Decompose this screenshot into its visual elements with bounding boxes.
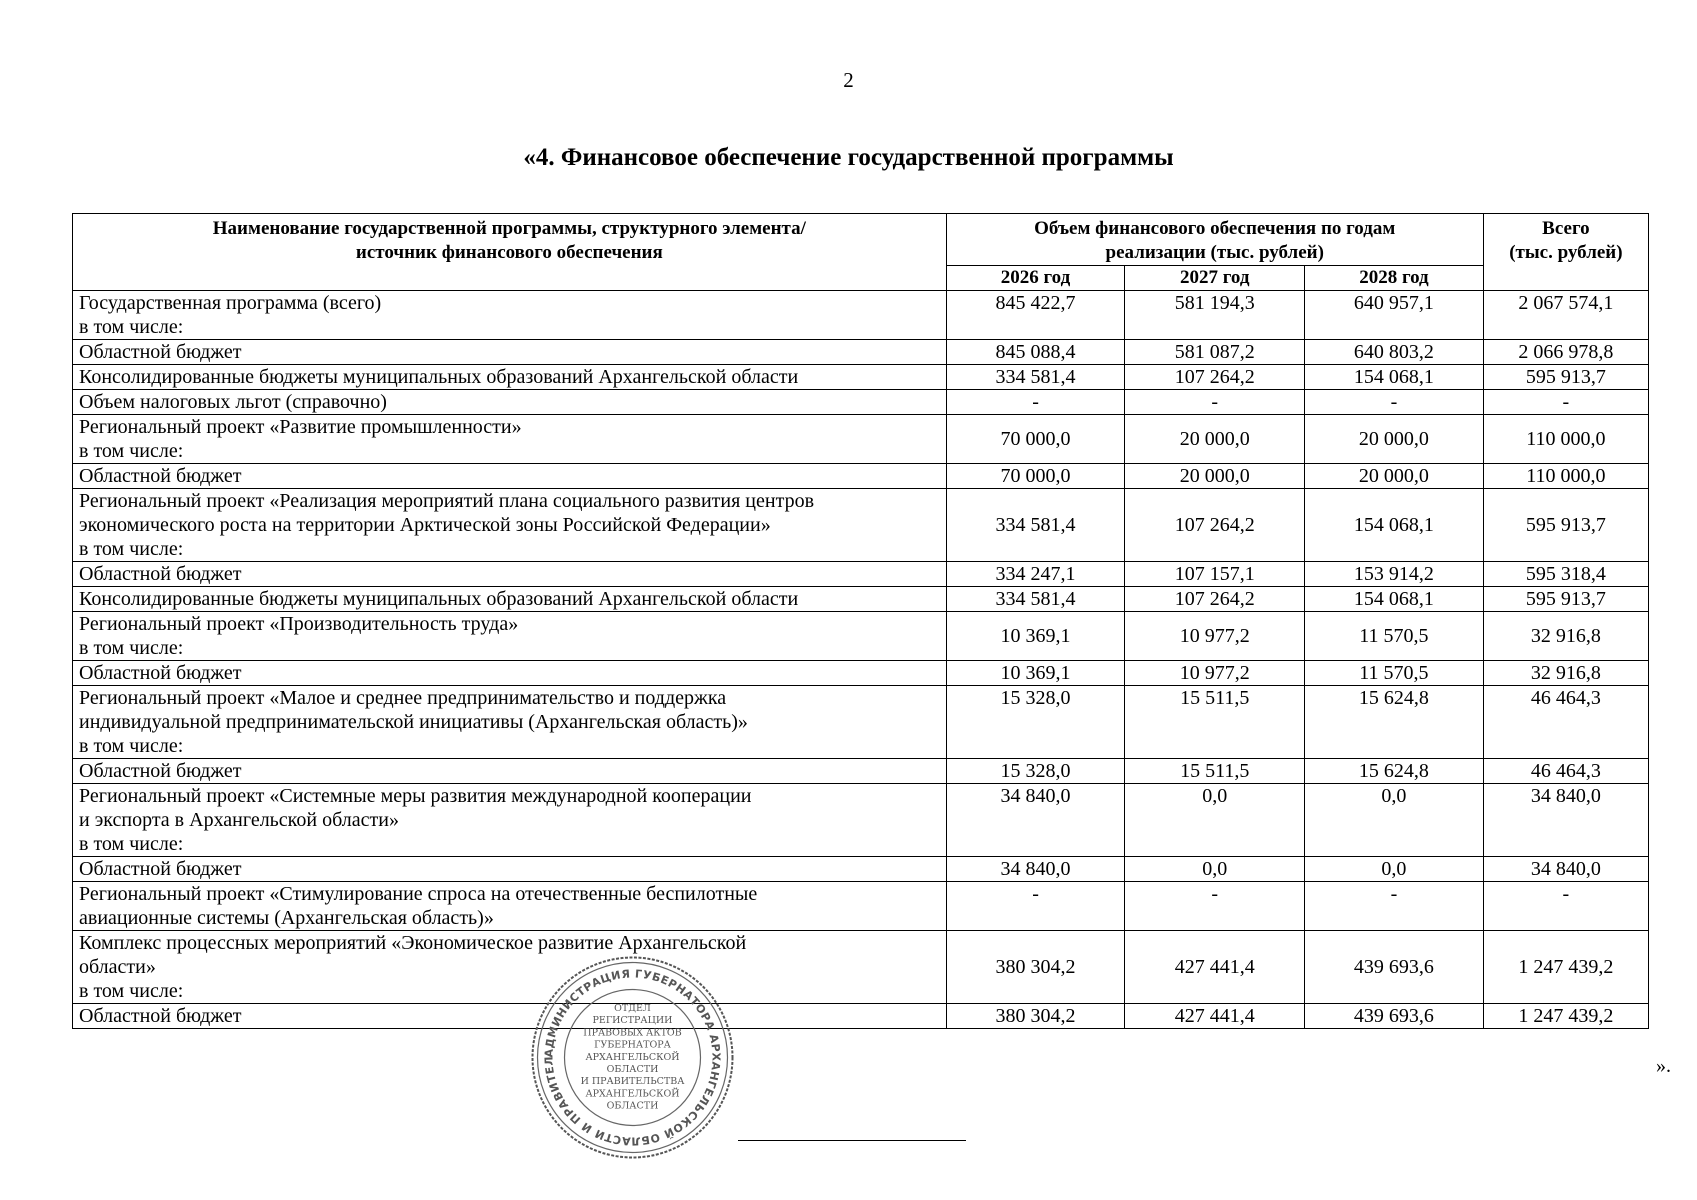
row-name-cell <box>73 464 947 489</box>
row-year-value-cell: 20 000,0 <box>1125 464 1305 489</box>
table-row <box>73 882 1649 931</box>
table-row <box>73 857 1649 882</box>
row-name-line: Региональный проект «Стимулирование спроса на отечественные беспилотные <box>79 883 758 905</box>
table-row <box>73 390 1649 415</box>
table-row <box>73 661 1649 686</box>
stamp-line: АРХАНГЕЛЬСКОЙ <box>585 1051 680 1063</box>
row-year-value-cell: 380 304,2 <box>946 931 1125 1004</box>
row-name-cell <box>73 390 947 415</box>
financing-table <box>72 213 1649 1029</box>
row-name-cell <box>73 931 947 1004</box>
row-year-value-cell: 439 693,6 <box>1305 931 1484 1004</box>
row-name-line: Консолидированные бюджеты муниципальных образований Архангельской области <box>79 588 799 610</box>
table-row <box>73 365 1649 390</box>
row-year-value-cell: 0,0 <box>1305 857 1484 882</box>
stamp-line: ОБЛАСТИ <box>606 1100 659 1112</box>
row-name-cell <box>73 1004 947 1029</box>
stamp-line: И ПРАВИТЕЛЬСТВА <box>580 1076 685 1088</box>
row-name-line: Областной бюджет <box>79 858 242 880</box>
row-year-value-cell: 153 914,2 <box>1305 562 1484 587</box>
row-year-value-cell: 334 581,4 <box>946 587 1125 612</box>
header-name-line: источник финансового обеспечения <box>355 242 663 263</box>
row-year-value-cell: 70 000,0 <box>946 415 1125 464</box>
row-year-value-cell: 10 977,2 <box>1125 612 1305 661</box>
row-total-cell: 2 066 978,8 <box>1483 340 1648 365</box>
header-total-line: Всего <box>1542 218 1590 239</box>
row-name-line: Областной бюджет <box>79 760 242 782</box>
row-year-value-cell: 845 422,7 <box>946 291 1125 340</box>
row-year-value-cell: 154 068,1 <box>1305 489 1484 562</box>
row-year-value-cell: 107 264,2 <box>1125 489 1305 562</box>
row-year-value-cell: - <box>1125 882 1305 931</box>
document-title: «4. Финансовое обеспечение государственной программы <box>523 144 1174 171</box>
row-year-value-cell: 20 000,0 <box>1305 464 1484 489</box>
row-name-line: Областной бюджет <box>79 662 242 684</box>
row-name-cell <box>73 340 947 365</box>
row-year-value-cell: 15 328,0 <box>946 759 1125 784</box>
table-row <box>73 415 1649 464</box>
row-name-cell <box>73 562 947 587</box>
row-name-cell <box>73 784 947 857</box>
row-name-cell <box>73 587 947 612</box>
row-year-value-cell: 34 840,0 <box>946 784 1125 857</box>
row-name-line: Областной бюджет <box>79 1005 242 1027</box>
row-year-value-cell: 34 840,0 <box>946 857 1125 882</box>
row-year-value-cell: 107 157,1 <box>1125 562 1305 587</box>
row-total-cell: 32 916,8 <box>1483 661 1648 686</box>
row-name-line: в том числе: <box>79 538 184 560</box>
row-year-value-cell: 427 441,4 <box>1125 931 1305 1004</box>
signature-line <box>738 1140 966 1141</box>
row-name-cell <box>73 661 947 686</box>
row-year-value-cell: 0,0 <box>1125 857 1305 882</box>
row-total-cell: 110 000,0 <box>1483 464 1648 489</box>
row-name-line: Областной бюджет <box>79 341 242 363</box>
row-total-cell: 1 247 439,2 <box>1483 931 1648 1004</box>
row-year-value-cell: 334 581,4 <box>946 489 1125 562</box>
row-year-value-cell: 15 511,5 <box>1125 759 1305 784</box>
row-name-line: Региональный проект «Реализация мероприятий плана социального развития центров <box>79 490 815 512</box>
header-name-column <box>73 214 947 291</box>
row-name-line: в том числе: <box>79 980 184 1002</box>
row-total-cell: 595 913,7 <box>1483 365 1648 390</box>
row-name-cell <box>73 882 947 931</box>
row-year-value-cell: 334 247,1 <box>946 562 1125 587</box>
row-year-value-cell: 20 000,0 <box>1125 415 1305 464</box>
row-year-value-cell: 439 693,6 <box>1305 1004 1484 1029</box>
row-name-line: в том числе: <box>79 316 184 338</box>
row-name-cell <box>73 415 947 464</box>
row-year-value-cell: 11 570,5 <box>1305 661 1484 686</box>
table-row <box>73 464 1649 489</box>
row-year-value-cell: - <box>946 390 1125 415</box>
row-year-value-cell: 15 624,8 <box>1305 759 1484 784</box>
stamp-line: ОТДЕЛ <box>614 1003 651 1014</box>
row-total-cell: - <box>1483 882 1648 931</box>
row-year-value-cell: 581 194,3 <box>1125 291 1305 340</box>
row-name-cell <box>73 857 947 882</box>
row-name-line: в том числе: <box>79 833 184 855</box>
row-year-value-cell: - <box>946 882 1125 931</box>
row-total-cell: 34 840,0 <box>1483 784 1648 857</box>
row-total-cell: 595 913,7 <box>1483 587 1648 612</box>
row-year-value-cell: 427 441,4 <box>1125 1004 1305 1029</box>
row-year-value-cell: 70 000,0 <box>946 464 1125 489</box>
row-name-line: Государственная программа (всего) <box>79 292 382 314</box>
row-year-value-cell: 10 369,1 <box>946 661 1125 686</box>
table-row <box>73 562 1649 587</box>
row-total-cell: 2 067 574,1 <box>1483 291 1648 340</box>
row-name-cell <box>73 686 947 759</box>
row-name-line: Региональный проект «Развитие промышленности» <box>79 416 522 438</box>
header-total-column <box>1483 214 1648 291</box>
row-year-value-cell: 154 068,1 <box>1305 365 1484 390</box>
table-row <box>73 489 1649 562</box>
row-year-value-cell: 107 264,2 <box>1125 365 1305 390</box>
row-year-value-cell: 380 304,2 <box>946 1004 1125 1029</box>
row-year-value-cell: 107 264,2 <box>1125 587 1305 612</box>
row-year-value-cell: 581 087,2 <box>1125 340 1305 365</box>
header-volume-line: Объем финансового обеспечения по годам <box>1034 218 1396 239</box>
row-year-value-cell: 10 369,1 <box>946 612 1125 661</box>
table-row <box>73 291 1649 340</box>
row-name-line: Региональный проект «Системные меры развития международной кооперации <box>79 785 752 807</box>
row-name-line: в том числе: <box>79 440 184 462</box>
table-header <box>73 214 1649 291</box>
table-row <box>73 587 1649 612</box>
header-year-2026: 2026 год <box>946 266 1125 291</box>
row-total-cell: 1 247 439,2 <box>1483 1004 1648 1029</box>
row-year-value-cell: 845 088,4 <box>946 340 1125 365</box>
row-name-cell <box>73 291 947 340</box>
row-total-cell: 595 318,4 <box>1483 562 1648 587</box>
table-row <box>73 1004 1649 1029</box>
row-name-line: Областной бюджет <box>79 465 242 487</box>
table-body <box>73 291 1649 1029</box>
stamp-line: ГУБЕРНАТОРА <box>594 1039 671 1051</box>
header-year-2028: 2028 год <box>1305 266 1484 291</box>
table-row <box>73 784 1649 857</box>
row-total-cell: 34 840,0 <box>1483 857 1648 882</box>
stamp-line: РЕГИСТРАЦИИ <box>592 1015 673 1027</box>
row-total-cell: 595 913,7 <box>1483 489 1648 562</box>
table-row <box>73 612 1649 661</box>
stamp-ring-text: АДМИНИСТРАЦИЯ ГУБЕРНАТОРА АРХАНГЕЛЬСКОЙ ОБЛАСТИ И ПРАВИТЕЛ <box>542 967 723 1148</box>
row-year-value-cell: 10 977,2 <box>1125 661 1305 686</box>
header-total-line: (тыс. рублей) <box>1509 242 1623 263</box>
row-name-cell <box>73 612 947 661</box>
row-name-line: и экспорта в Архангельской области» <box>79 809 399 831</box>
row-name-line: Объем налоговых льгот (справочно) <box>79 391 387 413</box>
row-year-value-cell: 334 581,4 <box>946 365 1125 390</box>
page-number: 2 <box>843 68 854 92</box>
row-year-value-cell: 15 624,8 <box>1305 686 1484 759</box>
row-year-value-cell: 0,0 <box>1305 784 1484 857</box>
row-name-line: области» <box>79 956 156 978</box>
table-row <box>73 759 1649 784</box>
row-name-line: в том числе: <box>79 735 184 757</box>
row-year-value-cell: - <box>1305 882 1484 931</box>
row-name-cell <box>73 489 947 562</box>
row-year-value-cell: 11 570,5 <box>1305 612 1484 661</box>
row-name-line: в том числе: <box>79 637 184 659</box>
row-total-cell: 46 464,3 <box>1483 686 1648 759</box>
row-year-value-cell: 154 068,1 <box>1305 587 1484 612</box>
row-name-line: Консолидированные бюджеты муниципальных образований Архангельской области <box>79 366 799 388</box>
row-name-line: авиационные системы (Архангельская область)» <box>79 907 494 929</box>
row-year-value-cell: 15 511,5 <box>1125 686 1305 759</box>
row-name-line: Региональный проект «Производительность труда» <box>79 613 519 635</box>
row-name-line: Региональный проект «Малое и среднее предпринимательство и поддержка <box>79 687 727 709</box>
table-row <box>73 340 1649 365</box>
row-year-value-cell: 20 000,0 <box>1305 415 1484 464</box>
header-year-2027: 2027 год <box>1125 266 1305 291</box>
closing-quote-mark: ». <box>1656 1055 1671 1077</box>
header-volume-line: реализации (тыс. рублей) <box>1105 242 1324 263</box>
header-volume-column <box>946 214 1483 266</box>
row-total-cell: - <box>1483 390 1648 415</box>
row-year-value-cell: 0,0 <box>1125 784 1305 857</box>
table-row <box>73 686 1649 759</box>
stamp-line: ПРАВОВЫХ АКТОВ <box>583 1027 682 1039</box>
row-year-value-cell: - <box>1125 390 1305 415</box>
row-year-value-cell: 640 803,2 <box>1305 340 1484 365</box>
row-year-value-cell: 15 328,0 <box>946 686 1125 759</box>
row-total-cell: 110 000,0 <box>1483 415 1648 464</box>
row-name-line: индивидуальной предпринимательской инициативы (Архангельская область)» <box>79 711 748 733</box>
row-name-line: экономического роста на территории Арктической зоны Российской Федерации» <box>79 514 771 536</box>
row-year-value-cell: - <box>1305 390 1484 415</box>
table-row <box>73 931 1649 1004</box>
stamp-line: ОБЛАСТИ <box>606 1064 659 1075</box>
header-name-line: Наименование государственной программы, структурного элемента/ <box>212 218 806 239</box>
official-seal-stamp <box>530 955 735 1160</box>
row-name-cell <box>73 365 947 390</box>
row-name-cell <box>73 759 947 784</box>
row-name-line: Комплекс процессных мероприятий «Экономическое развитие Архангельской <box>79 932 747 954</box>
row-name-line: Областной бюджет <box>79 563 242 585</box>
row-total-cell: 46 464,3 <box>1483 759 1648 784</box>
row-total-cell: 32 916,8 <box>1483 612 1648 661</box>
stamp-line: АРХАНГЕЛЬСКОЙ <box>585 1088 680 1100</box>
row-year-value-cell: 640 957,1 <box>1305 291 1484 340</box>
